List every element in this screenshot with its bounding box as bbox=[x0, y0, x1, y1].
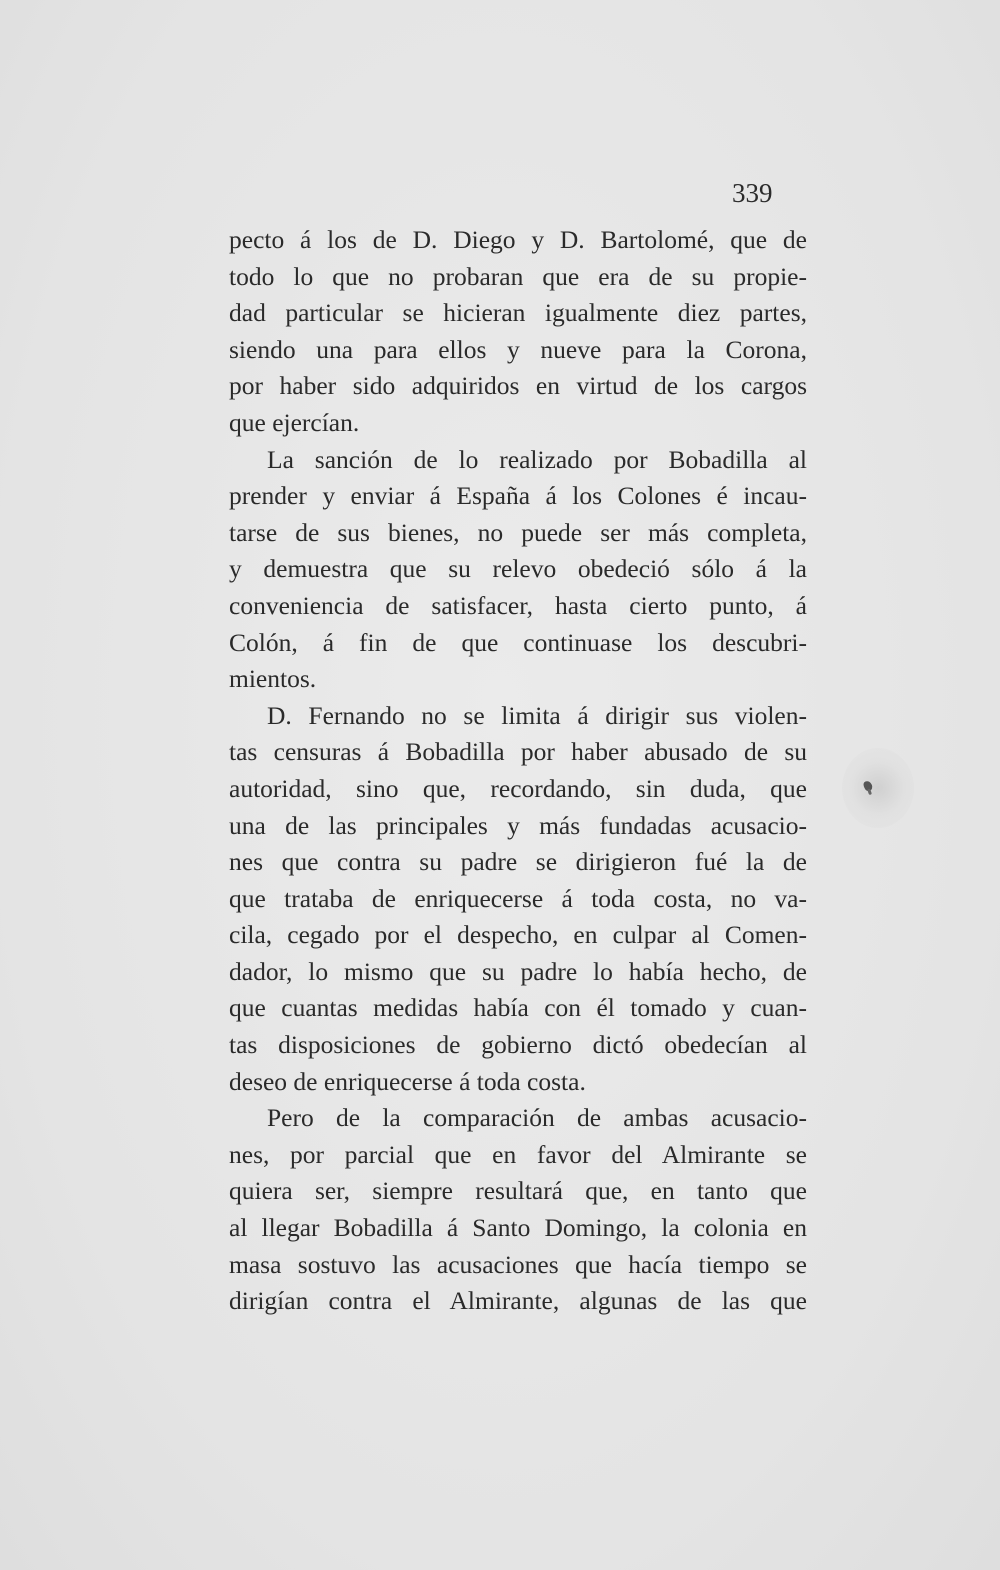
paper-stain bbox=[842, 748, 914, 828]
text-line: quiera ser, siempre resultará que, en tanto que bbox=[229, 1176, 807, 1206]
text-line: al llegar Bobadilla á Santo Domingo, la colonia en bbox=[229, 1213, 807, 1243]
text-line: masa sostuvo las acusaciones que hacía tiempo se bbox=[229, 1249, 807, 1279]
body-text bbox=[229, 222, 807, 1320]
text-line: cila, cegado por el despecho, en culpar al Comen- bbox=[229, 920, 807, 950]
text-line: deseo de enriquecerse á toda costa. bbox=[229, 1066, 586, 1096]
text-line: tarse de sus bienes, no puede ser más completa, bbox=[229, 517, 807, 547]
text-line: autoridad, sino que, recordando, sin duda, que bbox=[229, 773, 807, 803]
text-line: dador, lo mismo que su padre lo había hecho, de bbox=[229, 956, 807, 986]
text-line: pecto á los de D. Diego y D. Bartolomé, que de bbox=[229, 225, 807, 254]
text-line: que ejercían. bbox=[229, 407, 360, 437]
text-line: Colón, á fin de que continuase los descubri- bbox=[229, 627, 807, 657]
text-line: todo lo que no probaran que era de su propie- bbox=[229, 261, 807, 291]
text-line: y demuestra que su relevo obedeció sólo á la bbox=[229, 554, 807, 584]
text-line: dirigían contra el Almirante, algunas de las que bbox=[229, 1286, 807, 1316]
text-line: una de las principales y más fundadas acusacio- bbox=[229, 810, 807, 840]
text-line: conveniencia de satisfacer, hasta cierto punto, á bbox=[229, 590, 807, 620]
text-line: siendo una para ellos y nueve para la Corona, bbox=[229, 334, 807, 364]
text-line: por haber sido adquiridos en virtud de los cargos bbox=[229, 371, 807, 401]
text-line: que cuantas medidas había con él tomado y cuan- bbox=[229, 993, 807, 1023]
page-number: 339 bbox=[732, 178, 773, 208]
text-line: dad particular se hicieran igualmente diez partes, bbox=[229, 298, 807, 328]
text-line: que trataba de enriquecerse á toda costa, no va- bbox=[229, 883, 807, 913]
text-line: tas disposiciones de gobierno dictó obedecían al bbox=[229, 1030, 807, 1060]
text-line: nes que contra su padre se dirigieron fué la de bbox=[229, 847, 807, 877]
text-line: Pero de la comparación de ambas acusacio- bbox=[267, 1103, 807, 1133]
text-line: prender y enviar á España á los Colones é incau- bbox=[229, 481, 807, 511]
text-line: nes, por parcial que en favor del Almirante se bbox=[229, 1139, 807, 1169]
text-line: D. Fernando no se limita á dirigir sus violen- bbox=[267, 700, 807, 730]
text-line: mientos. bbox=[229, 664, 317, 694]
text-line: La sanción de lo realizado por Bobadilla al bbox=[267, 444, 807, 474]
text-line: tas censuras á Bobadilla por haber abusado de su bbox=[229, 737, 807, 767]
